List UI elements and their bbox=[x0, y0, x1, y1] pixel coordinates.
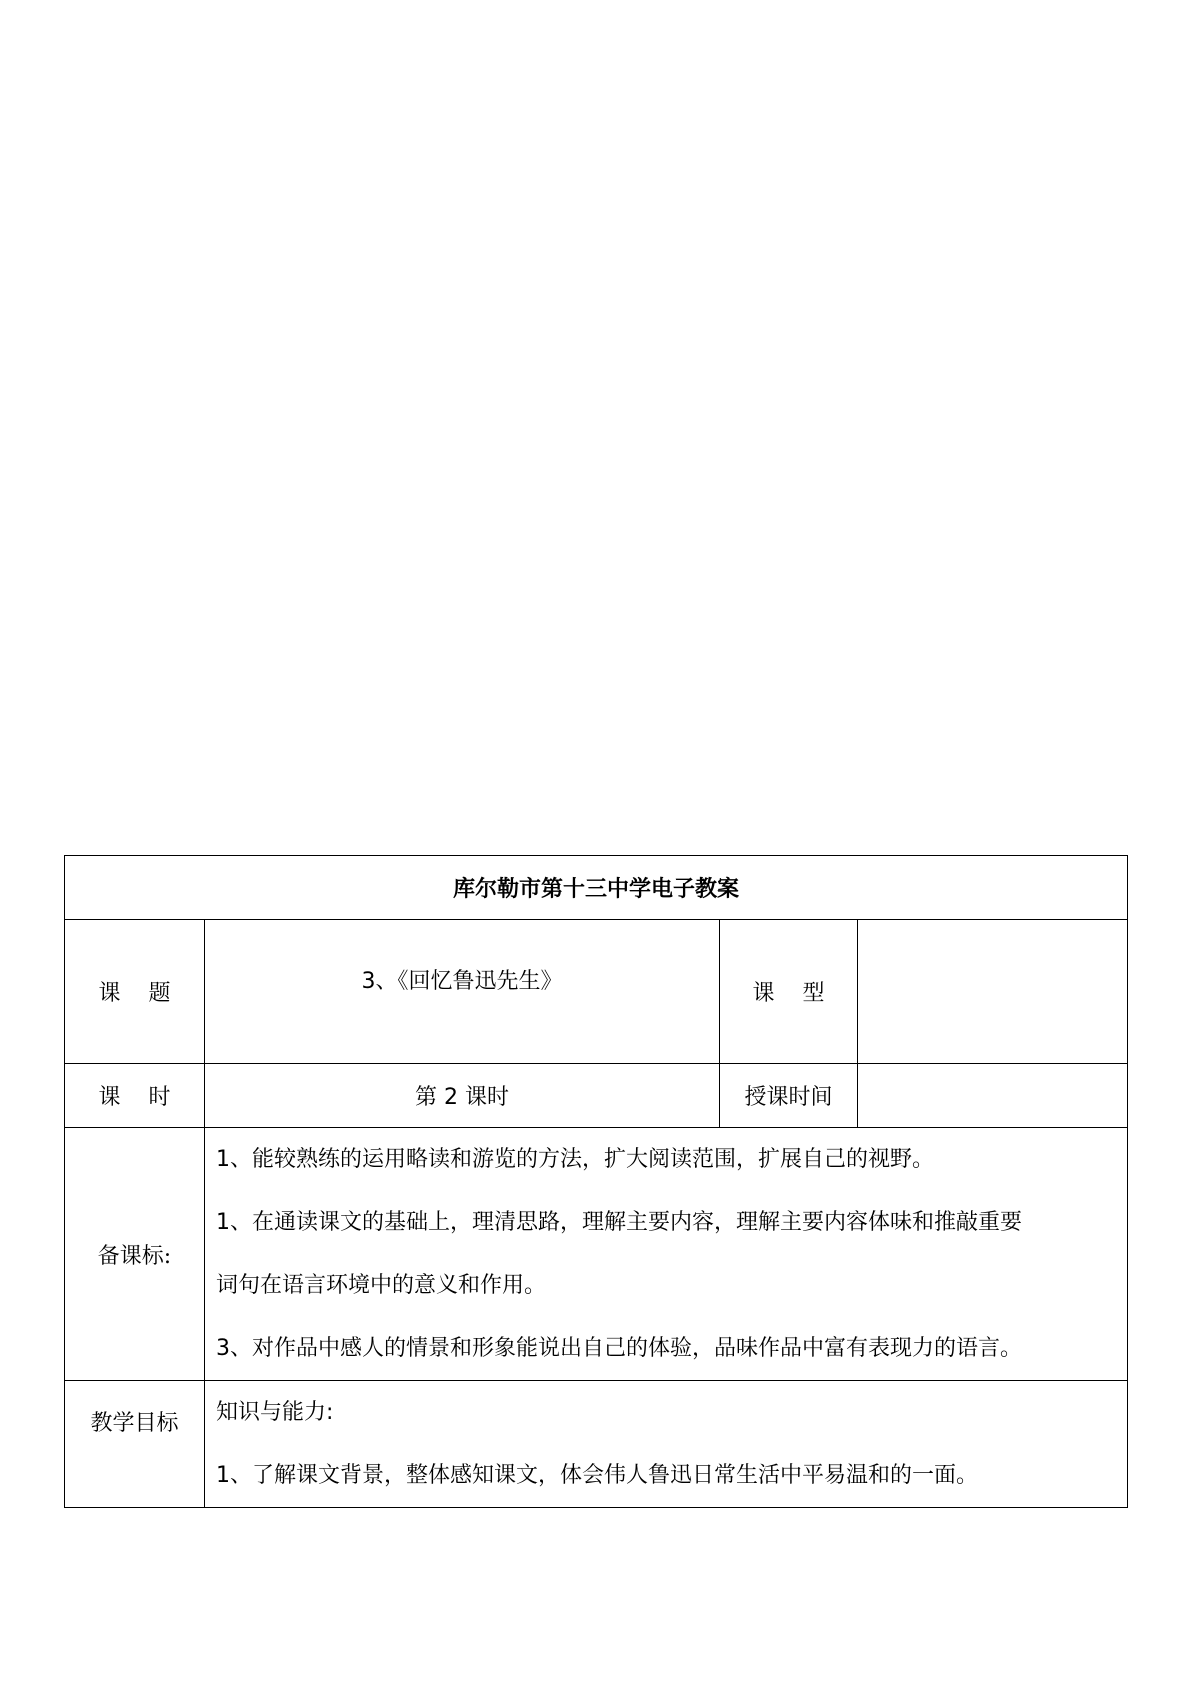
topic-value-cell bbox=[205, 920, 720, 1064]
topic-label-char-1: 课 bbox=[98, 981, 121, 1006]
type-value bbox=[858, 920, 1128, 1064]
standards-line-1: 1、能较熟练的运用略读和游览的方法，扩大阅读范围，扩展自己的视野。 bbox=[216, 1147, 934, 1172]
period-label-char-1: 课 bbox=[98, 1085, 121, 1110]
period-value: 第 2 课时 bbox=[205, 1064, 720, 1128]
period-label bbox=[65, 1064, 205, 1128]
class-time-label: 授课时间 bbox=[720, 1064, 858, 1128]
type-label-char-1: 课 bbox=[752, 981, 775, 1006]
title-row bbox=[65, 856, 1128, 920]
document-title: 库尔勒市第十三中学电子教案 bbox=[65, 856, 1128, 920]
class-time-value bbox=[858, 1064, 1128, 1128]
goals-label: 教学目标 bbox=[65, 1381, 205, 1508]
topic-label bbox=[65, 920, 205, 1064]
goals-line-2: 1、了解课文背景，整体感知课文，体会伟人鲁迅日常生活中平易温和的一面。 bbox=[216, 1463, 978, 1488]
standards-row bbox=[65, 1128, 1128, 1381]
goals-row bbox=[65, 1381, 1128, 1508]
standards-line-2: 1、在通读课文的基础上，理清思路，理解主要内容，理解主要内容体味和推敲重要 bbox=[216, 1210, 1022, 1235]
type-label-char-2: 型 bbox=[802, 981, 825, 1006]
period-label-char-2: 时 bbox=[148, 1085, 171, 1110]
standards-content bbox=[205, 1128, 1128, 1381]
topic-value: 3、《回忆鲁迅先生》 bbox=[361, 969, 563, 994]
standards-line-3: 词句在语言环境中的意义和作用。 bbox=[216, 1273, 547, 1298]
type-label bbox=[720, 920, 858, 1064]
period-row bbox=[65, 1064, 1128, 1128]
standards-line-4: 3、对作品中感人的情景和形象能说出自己的体验，品味作品中富有表现力的语言。 bbox=[216, 1336, 1022, 1361]
standards-label: 备课标: bbox=[65, 1128, 205, 1381]
goals-line-1: 知识与能力: bbox=[216, 1400, 334, 1425]
lesson-plan-table bbox=[64, 855, 1128, 1508]
goals-content bbox=[205, 1381, 1128, 1508]
topic-label-char-2: 题 bbox=[148, 981, 171, 1006]
topic-row bbox=[65, 920, 1128, 1064]
